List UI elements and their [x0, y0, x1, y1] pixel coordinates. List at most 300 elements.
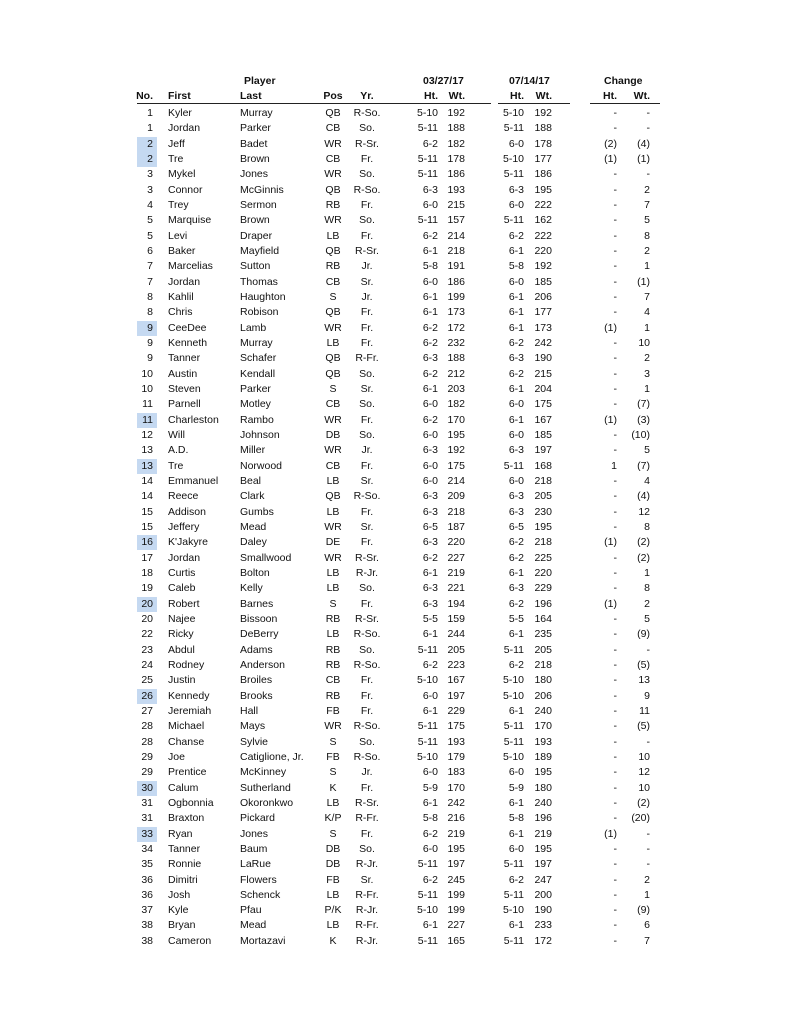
- cell-weight-0327: 197: [447, 858, 465, 870]
- column-header-number: No.: [136, 90, 153, 102]
- cell-year: So.: [359, 398, 375, 410]
- cell-last-name: Kelly: [240, 582, 263, 594]
- cell-height-change: -: [613, 306, 617, 318]
- cell-height-change: -: [613, 429, 617, 441]
- cell-height-0714: 5-10: [502, 751, 524, 763]
- cell-height-0327: 6-0: [422, 429, 438, 441]
- cell-year: Fr.: [360, 598, 374, 610]
- cell-height-0327: 6-2: [422, 138, 438, 150]
- cell-first-name: Addison: [168, 506, 206, 518]
- cell-number: 13: [141, 444, 153, 456]
- cell-position: DB: [325, 843, 341, 855]
- cell-first-name: Ogbonnia: [168, 797, 214, 809]
- cell-first-name: Steven: [168, 383, 201, 395]
- cell-first-name: Ricky: [168, 628, 194, 640]
- cell-last-name: Brown: [240, 153, 270, 165]
- cell-weight-0714: 235: [534, 628, 552, 640]
- cell-height-change: -: [613, 199, 617, 211]
- cell-height-change: -: [613, 843, 617, 855]
- cell-number: 8: [147, 291, 153, 303]
- cell-weight-0714: 180: [534, 782, 552, 794]
- cell-first-name: Jeff: [168, 138, 185, 150]
- cell-weight-0714: 242: [534, 337, 552, 349]
- cell-weight-0327: 175: [447, 460, 465, 472]
- cell-position: FB: [326, 751, 340, 763]
- cell-height-change: -: [613, 644, 617, 656]
- cell-height-0327: 6-1: [422, 705, 438, 717]
- cell-height-0714: 6-3: [508, 352, 524, 364]
- cell-last-name: Hall: [240, 705, 259, 717]
- cell-last-name: Draper: [240, 230, 273, 242]
- cell-height-0714: 6-1: [508, 322, 524, 334]
- cell-last-name: Clark: [240, 490, 265, 502]
- cell-weight-0714: 240: [534, 797, 552, 809]
- cell-position: DE: [325, 536, 341, 548]
- cell-height-change: -: [613, 751, 617, 763]
- cell-height-0714: 6-1: [508, 828, 524, 840]
- cell-year: Jr.: [361, 260, 373, 272]
- cell-height-change: (1): [604, 322, 617, 334]
- cell-weight-0714: 233: [534, 919, 552, 931]
- cell-weight-0327: 227: [447, 552, 465, 564]
- cell-position: QB: [325, 490, 341, 502]
- cell-height-0327: 5-11: [417, 153, 438, 165]
- cell-last-name: Murray: [240, 107, 273, 119]
- cell-number: 5: [147, 214, 153, 226]
- column-header-year: Yr.: [360, 90, 374, 102]
- cell-weight-0714: 190: [534, 904, 552, 916]
- cell-weight-change: 7: [644, 935, 650, 947]
- cell-weight-change: -: [646, 168, 650, 180]
- cell-height-0714: 5-11: [503, 460, 524, 472]
- cell-height-0327: 5-5: [422, 613, 438, 625]
- cell-last-name: Haughton: [240, 291, 286, 303]
- cell-year: Fr.: [360, 674, 374, 686]
- cell-weight-0714: 178: [534, 138, 552, 150]
- cell-last-name: Catiglione, Jr.: [240, 751, 304, 763]
- cell-weight-0714: 185: [534, 429, 552, 441]
- cell-weight-change: 8: [644, 521, 650, 533]
- cell-year: So.: [359, 843, 375, 855]
- cell-height-0327: 6-3: [422, 506, 438, 518]
- cell-position: LB: [326, 475, 340, 487]
- cell-height-0714: 5-5: [508, 613, 524, 625]
- cell-year: Fr.: [360, 460, 374, 472]
- cell-height-change: -: [613, 904, 617, 916]
- cell-height-0714: 6-2: [508, 598, 524, 610]
- cell-weight-change: 6: [644, 919, 650, 931]
- cell-weight-0714: 222: [534, 199, 552, 211]
- cell-last-name: Barnes: [240, 598, 274, 610]
- cell-height-0714: 6-1: [508, 567, 524, 579]
- cell-year: Sr.: [360, 276, 374, 288]
- cell-position: QB: [325, 352, 341, 364]
- cell-last-name: Okoronkwo: [240, 797, 294, 809]
- cell-number: 28: [141, 720, 153, 732]
- cell-last-name: Gumbs: [240, 506, 274, 518]
- header-player: Player: [244, 75, 276, 87]
- cell-year: R-So.: [353, 720, 381, 732]
- cell-first-name: Michael: [168, 720, 205, 732]
- cell-height-0714: 6-1: [508, 797, 524, 809]
- cell-weight-change: (4): [637, 138, 650, 150]
- cell-weight-0327: 245: [447, 874, 465, 886]
- cell-weight-change: 2: [644, 245, 650, 257]
- cell-weight-change: 3: [644, 368, 650, 380]
- header-underline: [137, 103, 491, 104]
- cell-number: 11: [142, 398, 153, 410]
- cell-height-0327: 6-0: [422, 199, 438, 211]
- cell-last-name: Mays: [240, 720, 266, 732]
- cell-weight-change: 1: [644, 889, 650, 901]
- cell-year: Fr.: [360, 337, 374, 349]
- cell-weight-change: 12: [638, 506, 650, 518]
- cell-weight-0327: 195: [447, 843, 465, 855]
- cell-height-change: (1): [604, 153, 617, 165]
- cell-weight-0327: 195: [447, 429, 465, 441]
- cell-last-name: Adams: [240, 644, 273, 656]
- cell-position: LB: [326, 797, 340, 809]
- cell-weight-0327: 214: [447, 230, 465, 242]
- cell-year: Fr.: [360, 199, 374, 211]
- cell-first-name: Tanner: [168, 352, 201, 364]
- cell-position: FB: [326, 705, 340, 717]
- cell-position: LB: [326, 919, 340, 931]
- cell-position: QB: [325, 184, 341, 196]
- cell-weight-0327: 167: [447, 674, 465, 686]
- cell-year: Fr.: [360, 828, 374, 840]
- column-header-weight-change: Wt.: [633, 90, 650, 102]
- cell-weight-0327: 232: [447, 337, 465, 349]
- header-underline: [498, 103, 570, 104]
- column-header-height-change: Ht.: [603, 90, 617, 102]
- cell-year: Jr.: [361, 291, 373, 303]
- cell-weight-0327: 187: [447, 521, 465, 533]
- cell-first-name: Calum: [168, 782, 199, 794]
- cell-last-name: Mead: [240, 521, 267, 533]
- cell-first-name: Tre: [168, 460, 184, 472]
- cell-year: R-Sr.: [355, 797, 379, 809]
- cell-number: 1: [147, 107, 153, 119]
- cell-number: 10: [141, 368, 153, 380]
- cell-year: R-Jr.: [355, 935, 379, 947]
- cell-first-name: Parnell: [168, 398, 201, 410]
- cell-last-name: Beal: [240, 475, 262, 487]
- cell-last-name: Broiles: [240, 674, 273, 686]
- cell-first-name: Rodney: [168, 659, 205, 671]
- cell-last-name: McGinnis: [240, 184, 284, 196]
- cell-last-name: Mayfield: [240, 245, 280, 257]
- cell-weight-0327: 216: [447, 812, 465, 824]
- cell-weight-0327: 199: [447, 904, 465, 916]
- cell-position: WR: [324, 444, 342, 456]
- cell-last-name: Bolton: [240, 567, 270, 579]
- cell-weight-0327: 186: [447, 276, 465, 288]
- cell-position: DB: [325, 429, 341, 441]
- cell-first-name: A.D.: [168, 444, 189, 456]
- cell-height-change: -: [613, 337, 617, 349]
- cell-last-name: Norwood: [240, 460, 283, 472]
- cell-height-change: 1: [611, 460, 617, 472]
- cell-weight-0327: 203: [447, 383, 465, 395]
- cell-height-change: -: [613, 552, 617, 564]
- cell-weight-0714: 200: [534, 889, 552, 901]
- cell-number: 37: [141, 904, 153, 916]
- cell-number: 2: [147, 153, 153, 165]
- cell-weight-0327: 219: [447, 828, 465, 840]
- cell-height-0714: 6-3: [508, 184, 524, 196]
- cell-height-0714: 5-11: [503, 168, 524, 180]
- cell-height-0327: 6-1: [422, 245, 438, 257]
- cell-position: RB: [325, 690, 341, 702]
- cell-height-0327: 5-11: [417, 858, 438, 870]
- cell-weight-change: 7: [644, 199, 650, 211]
- cell-first-name: Tanner: [168, 843, 201, 855]
- cell-year: So.: [359, 644, 375, 656]
- column-header-height-0714: Ht.: [510, 90, 524, 102]
- cell-first-name: Bryan: [168, 919, 196, 931]
- cell-position: RB: [325, 644, 341, 656]
- cell-number: 25: [141, 674, 153, 686]
- cell-weight-0714: 218: [534, 536, 552, 548]
- cell-height-0714: 5-11: [503, 720, 524, 732]
- cell-last-name: Kendall: [240, 368, 276, 380]
- cell-weight-change: 1: [644, 322, 650, 334]
- cell-height-change: -: [613, 889, 617, 901]
- cell-position: RB: [325, 260, 341, 272]
- cell-height-0327: 6-1: [422, 628, 438, 640]
- cell-last-name: Jones: [240, 168, 269, 180]
- cell-number: 34: [141, 843, 153, 855]
- cell-position: QB: [325, 107, 341, 119]
- cell-number: 4: [147, 199, 153, 211]
- cell-height-change: (1): [604, 536, 617, 548]
- cell-number: 9: [147, 352, 153, 364]
- cell-first-name: Levi: [168, 230, 188, 242]
- cell-number: 14: [141, 475, 153, 487]
- cell-first-name: Trey: [168, 199, 189, 211]
- cell-height-0714: 6-1: [508, 245, 524, 257]
- cell-height-0327: 6-0: [422, 398, 438, 410]
- cell-height-0327: 5-11: [417, 168, 438, 180]
- cell-number: 1: [147, 122, 153, 134]
- cell-first-name: Charleston: [168, 414, 219, 426]
- cell-weight-0714: 185: [534, 276, 552, 288]
- cell-year: Sr.: [360, 521, 374, 533]
- cell-height-change: -: [613, 797, 617, 809]
- cell-height-0714: 6-0: [508, 199, 524, 211]
- cell-height-0327: 6-0: [422, 276, 438, 288]
- cell-height-change: -: [613, 444, 617, 456]
- cell-position: LB: [326, 337, 340, 349]
- cell-height-0327: 6-0: [422, 460, 438, 472]
- cell-position: QB: [325, 368, 341, 380]
- cell-weight-change: 8: [644, 230, 650, 242]
- cell-height-0714: 5-10: [502, 904, 524, 916]
- cell-weight-change: 2: [644, 184, 650, 196]
- cell-height-0714: 6-1: [508, 919, 524, 931]
- cell-weight-0714: 204: [534, 383, 552, 395]
- cell-last-name: Daley: [240, 536, 267, 548]
- cell-weight-0327: 172: [447, 322, 465, 334]
- cell-height-0714: 6-2: [508, 368, 524, 380]
- cell-position: S: [329, 291, 337, 303]
- cell-position: LB: [326, 889, 340, 901]
- cell-weight-change: 2: [644, 874, 650, 886]
- cell-height-0714: 6-0: [508, 138, 524, 150]
- cell-height-0714: 6-1: [508, 414, 524, 426]
- cell-height-0714: 5-11: [503, 858, 524, 870]
- cell-weight-change: (7): [637, 460, 650, 472]
- cell-year: So.: [359, 582, 375, 594]
- cell-first-name: Kyler: [168, 107, 192, 119]
- cell-number: 16: [141, 536, 153, 548]
- cell-first-name: Kyle: [168, 904, 189, 916]
- cell-weight-0714: 177: [534, 306, 552, 318]
- cell-weight-0714: 215: [534, 368, 552, 380]
- cell-weight-0714: 164: [534, 613, 552, 625]
- cell-year: R-So.: [353, 107, 381, 119]
- cell-height-0714: 6-1: [508, 383, 524, 395]
- cell-first-name: Ronnie: [168, 858, 202, 870]
- cell-weight-change: -: [646, 736, 650, 748]
- cell-year: R-Sr.: [355, 245, 379, 257]
- cell-height-0327: 6-2: [422, 659, 438, 671]
- cell-height-0714: 5-10: [502, 107, 524, 119]
- cell-height-0714: 5-8: [508, 260, 524, 272]
- cell-height-0327: 6-3: [422, 490, 438, 502]
- cell-last-name: Sutton: [240, 260, 271, 272]
- cell-weight-0714: 196: [534, 598, 552, 610]
- column-header-first-name: First: [168, 90, 191, 102]
- cell-height-change: -: [613, 766, 617, 778]
- cell-weight-change: (9): [637, 904, 650, 916]
- cell-first-name: Jordan: [168, 552, 201, 564]
- cell-position: WR: [324, 138, 342, 150]
- cell-height-change: -: [613, 184, 617, 196]
- cell-height-0714: 6-0: [508, 475, 524, 487]
- cell-height-0714: 5-10: [502, 674, 524, 686]
- cell-height-0714: 5-8: [508, 812, 524, 824]
- cell-position: S: [329, 766, 337, 778]
- cell-height-change: -: [613, 582, 617, 594]
- cell-position: CB: [325, 674, 341, 686]
- cell-year: Fr.: [360, 705, 374, 717]
- cell-height-0714: 6-1: [508, 628, 524, 640]
- cell-year: Sr.: [360, 383, 374, 395]
- cell-number: 29: [141, 766, 153, 778]
- cell-weight-0714: 168: [534, 460, 552, 472]
- cell-first-name: Chris: [168, 306, 193, 318]
- cell-weight-0327: 157: [447, 214, 465, 226]
- cell-year: R-Fr.: [355, 889, 379, 901]
- cell-weight-0327: 227: [447, 919, 465, 931]
- cell-weight-0714: 219: [534, 828, 552, 840]
- cell-height-0714: 5-11: [503, 935, 524, 947]
- cell-first-name: Tre: [168, 153, 184, 165]
- cell-year: Fr.: [360, 782, 374, 794]
- cell-weight-0327: 183: [447, 766, 465, 778]
- cell-last-name: Schafer: [240, 352, 277, 364]
- cell-weight-change: (20): [631, 812, 650, 824]
- cell-number: 13: [141, 460, 153, 472]
- cell-first-name: Dimitri: [168, 874, 198, 886]
- cell-weight-0327: 192: [447, 444, 465, 456]
- cell-position: WR: [324, 168, 342, 180]
- cell-height-0327: 5-8: [422, 260, 438, 272]
- cell-weight-change: (5): [637, 720, 650, 732]
- cell-number: 3: [147, 168, 153, 180]
- header-underline: [590, 103, 660, 104]
- cell-height-0714: 5-10: [502, 153, 524, 165]
- cell-weight-0327: 188: [447, 352, 465, 364]
- cell-weight-0327: 229: [447, 705, 465, 717]
- cell-weight-0327: 182: [447, 138, 465, 150]
- cell-weight-change: 1: [644, 383, 650, 395]
- cell-weight-0327: 197: [447, 690, 465, 702]
- cell-height-change: -: [613, 276, 617, 288]
- cell-weight-change: 4: [644, 306, 650, 318]
- cell-weight-0327: 219: [447, 567, 465, 579]
- cell-number: 29: [141, 751, 153, 763]
- cell-height-change: -: [613, 736, 617, 748]
- cell-height-change: -: [613, 521, 617, 533]
- cell-first-name: Marquise: [168, 214, 212, 226]
- cell-position: K: [329, 782, 337, 794]
- cell-weight-0327: 193: [447, 736, 465, 748]
- cell-weight-0327: 223: [447, 659, 465, 671]
- cell-height-change: -: [613, 690, 617, 702]
- cell-year: Fr.: [360, 306, 374, 318]
- cell-height-0327: 6-2: [422, 874, 438, 886]
- cell-last-name: Flowers: [240, 874, 277, 886]
- cell-weight-0714: 192: [534, 260, 552, 272]
- cell-weight-0714: 240: [534, 705, 552, 717]
- cell-first-name: Robert: [168, 598, 200, 610]
- cell-position: DB: [325, 858, 341, 870]
- cell-position: LB: [326, 506, 340, 518]
- cell-height-change: -: [613, 107, 617, 119]
- cell-height-0327: 5-10: [416, 674, 438, 686]
- cell-weight-0327: 242: [447, 797, 465, 809]
- cell-year: Fr.: [360, 153, 374, 165]
- cell-height-0327: 6-5: [422, 521, 438, 533]
- cell-position: S: [329, 383, 337, 395]
- cell-weight-0327: 209: [447, 490, 465, 502]
- cell-height-0714: 6-2: [508, 337, 524, 349]
- cell-weight-0714: 218: [534, 659, 552, 671]
- cell-height-0327: 6-1: [422, 919, 438, 931]
- cell-weight-0714: 190: [534, 352, 552, 364]
- cell-number: 19: [141, 582, 153, 594]
- cell-height-0327: 6-2: [422, 230, 438, 242]
- cell-height-change: -: [613, 245, 617, 257]
- cell-weight-change: -: [646, 644, 650, 656]
- cell-weight-0714: 195: [534, 521, 552, 533]
- cell-weight-change: 11: [639, 705, 650, 717]
- cell-number: 24: [141, 659, 153, 671]
- cell-first-name: Curtis: [168, 567, 196, 579]
- cell-number: 38: [141, 935, 153, 947]
- cell-weight-0327: 193: [447, 184, 465, 196]
- cell-height-change: -: [613, 659, 617, 671]
- cell-weight-change: 12: [638, 766, 650, 778]
- column-header-position: Pos: [323, 90, 343, 102]
- cell-year: Fr.: [360, 230, 374, 242]
- cell-last-name: Motley: [240, 398, 271, 410]
- cell-weight-0714: 206: [534, 291, 552, 303]
- cell-last-name: Badet: [240, 138, 268, 150]
